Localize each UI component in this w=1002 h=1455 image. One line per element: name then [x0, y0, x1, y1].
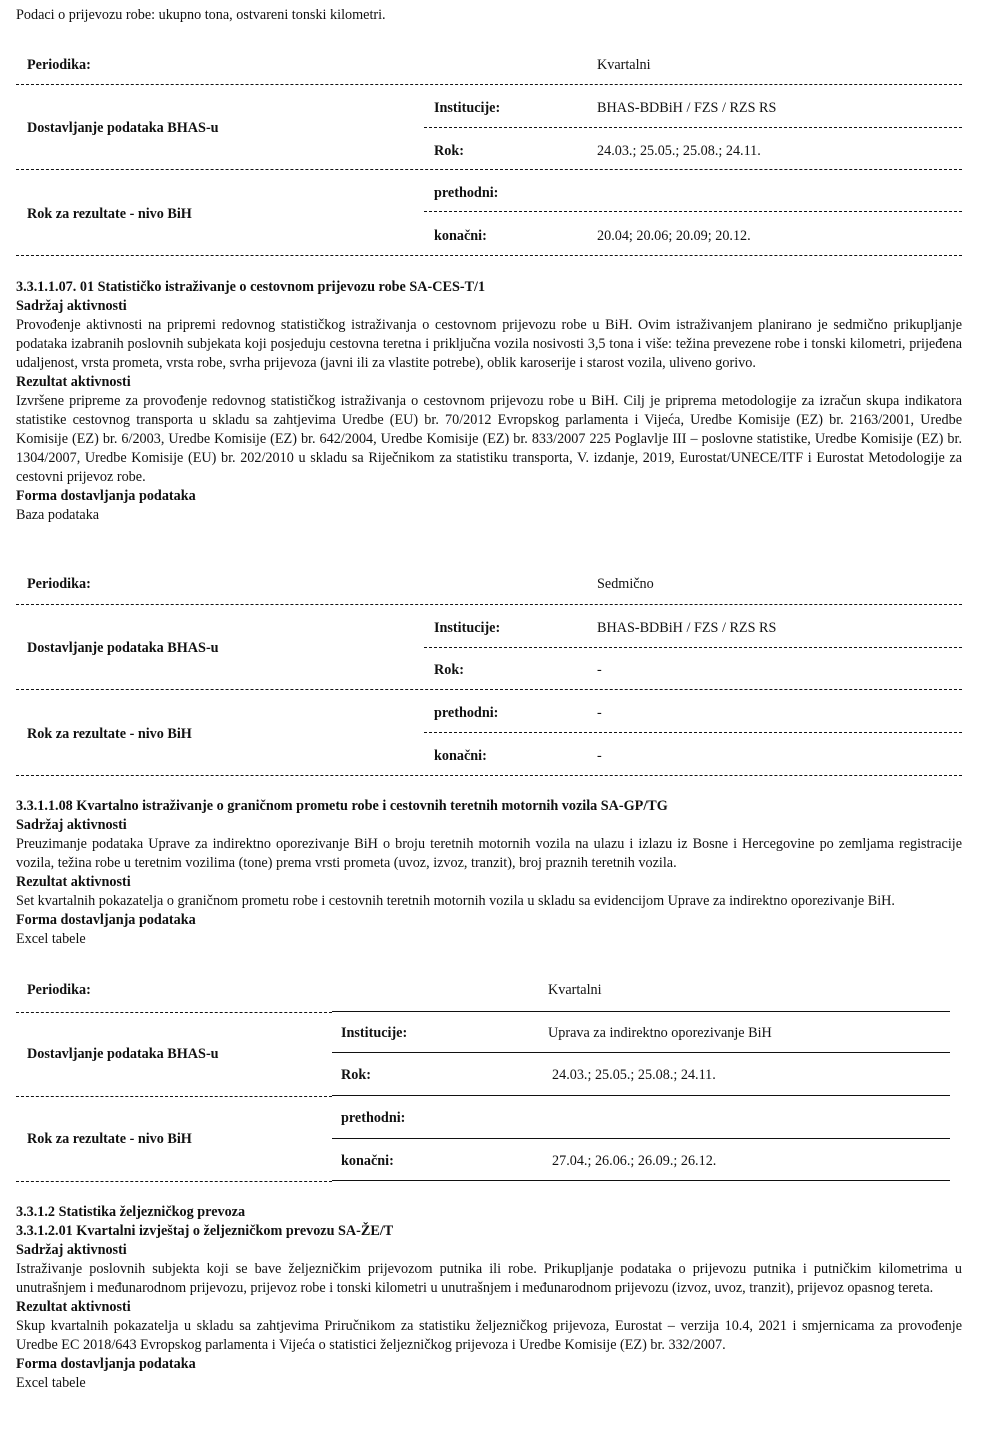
section-title: 3.3.1.1.08 Kvartalno istraživanje o graničnom prometu robe i cestovnih teretnih motornih vozila SA-GP/TG	[16, 798, 668, 814]
divider	[16, 169, 962, 170]
institucije-label: Institucije:	[434, 620, 501, 636]
dostavljanje-label: Dostavljanje podataka BHAS-u	[27, 120, 219, 136]
rok-rezultate-label: Rok za rezultate - nivo BiH	[27, 206, 192, 222]
rok-label: Rok:	[434, 143, 464, 159]
periodika-label: Periodika:	[27, 576, 91, 592]
institucije-label: Institucije:	[341, 1025, 408, 1041]
prethodni-label: prethodni:	[434, 705, 499, 721]
section-title: 3.3.1.1.07. 01 Statističko istraživanje o cestovnom prijevozu robe SA-CES-T/1	[16, 279, 486, 295]
rok-label: Rok:	[341, 1067, 371, 1083]
rok-rezultate-label: Rok za rezultate - nivo BiH	[27, 1131, 192, 1147]
rok-rezultate-label: Rok za rezultate - nivo BiH	[27, 726, 192, 742]
institucije-value: BHAS-BDBiH / FZS / RZS RS	[597, 620, 777, 636]
sadrzaj-text: Preuzimanje podataka Uprave za indirektno oporezivanje BiH o broju teretnih motornih vozila na ulazu i izlazu iz Bosne i Hercegovine po zemljama registracije vozila, težina robe u teretnim vozilima (tone) prema vrsti prometa (uvoz, izvoz, tranzit), broj praznih teretnih vozila.	[16, 836, 962, 871]
periodika-label: Periodika:	[27, 57, 91, 73]
rezultat-text: Izvršene pripreme za provođenje redovnog statističkog istraživanja o cestovnom prijevozu robe u BiH. Cilj je priprema metodologije za izračun skupa indikatora statistike cestovnog transporta u skladu sa zahtjevima Uredbe (EU) br. 70/2012 Evropskog parlamenta i Vijeća, Uredbe Komisije (EZ) br. 2163/2001, Uredbe Komisije (EZ) br. 6/2003, Uredbe Komisije (EZ) br. 642/2004, Uredbe Komisije (EZ) br. 833/2007 225 Poglavlje III – poslovne statistike, Uredbe Komisije (EZ) br. 1304/2007, Uredbe Komisije (EU) br. 202/2010 u skladu sa Riječnikom za statistiku transporta, V. izdanje, 2019, Eurostat/UNECE/ITF i Eurostat Metodologije za cestovni prijevoz robe.	[16, 393, 962, 485]
konacni-value: 27.04.; 26.06.; 26.09.; 26.12.	[552, 1153, 717, 1169]
divider	[332, 1095, 950, 1096]
konacni-label: konačni:	[434, 228, 487, 244]
divider	[16, 775, 962, 776]
divider	[332, 1052, 950, 1053]
konacni-value: -	[597, 748, 602, 764]
divider	[332, 1180, 950, 1181]
section-title: 3.3.1.2.01 Kvartalni izvještaj o željezničkom prevozu SA-ŽE/T	[16, 1223, 394, 1239]
intro-text: Podaci o prijevozu robe: ukupno tona, ostvareni tonski kilometri.	[16, 7, 386, 23]
divider	[16, 84, 962, 85]
prethodni-value: -	[597, 705, 602, 721]
divider	[16, 1096, 332, 1097]
rok-value: 24.03.; 25.05.; 25.08.; 24.11.	[552, 1067, 716, 1083]
section-3	[16, 1203, 962, 1393]
institucije-value: Uprava za indirektno oporezivanje BiH	[548, 1025, 772, 1041]
prethodni-label: prethodni:	[434, 185, 499, 201]
sadrzaj-heading: Sadržaj aktivnosti	[16, 817, 127, 833]
section-1	[16, 278, 962, 525]
divider	[424, 127, 962, 128]
rezultat-heading: Rezultat aktivnosti	[16, 1299, 131, 1315]
konacni-label: konačni:	[341, 1153, 394, 1169]
forma-heading: Forma dostavljanja podataka	[16, 1356, 196, 1372]
dostavljanje-label: Dostavljanje podataka BHAS-u	[27, 1046, 219, 1062]
divider	[424, 647, 962, 648]
divider	[424, 211, 962, 212]
divider	[332, 1011, 950, 1012]
periodika-label: Periodika:	[27, 982, 91, 998]
divider	[332, 1138, 950, 1139]
konacni-label: konačni:	[434, 748, 487, 764]
divider	[424, 732, 962, 733]
divider	[16, 689, 962, 690]
divider	[16, 1181, 332, 1182]
dostavljanje-label: Dostavljanje podataka BHAS-u	[27, 640, 219, 656]
forma-text: Excel tabele	[16, 1375, 86, 1391]
divider	[16, 255, 962, 256]
rok-label: Rok:	[434, 662, 464, 678]
periodika-value: Kvartalni	[597, 57, 651, 73]
section-2	[16, 797, 962, 949]
forma-text: Baza podataka	[16, 507, 100, 523]
forma-heading: Forma dostavljanja podataka	[16, 912, 196, 928]
sadrzaj-heading: Sadržaj aktivnosti	[16, 298, 127, 314]
rezultat-text: Skup kvartalnih pokazatelja u skladu sa zahtjevima Priručnikom za statistiku željezničkog prijevoza, Eurostat – verzija 10.4, 2021 i smjernicama za provođenje Uredbe EC 2018/643 Evropskog parlamenta i Vijeća o statistici željezničkog prijevoza i Uredbe Komisije (EZ) br. 332/2007.	[16, 1318, 962, 1353]
rezultat-heading: Rezultat aktivnosti	[16, 374, 131, 390]
prethodni-label: prethodni:	[341, 1110, 406, 1126]
sadrzaj-heading: Sadržaj aktivnosti	[16, 1242, 127, 1258]
institucije-value: BHAS-BDBiH / FZS / RZS RS	[597, 100, 777, 116]
institucije-label: Institucije:	[434, 100, 501, 116]
divider	[16, 604, 962, 605]
section-heading: 3.3.1.2 Statistika željezničkog prevoza	[16, 1204, 246, 1220]
divider	[16, 1012, 332, 1013]
periodika-value: Kvartalni	[548, 982, 602, 998]
periodika-value: Sedmično	[597, 576, 654, 592]
forma-text: Excel tabele	[16, 931, 86, 947]
konacni-value: 20.04; 20.06; 20.09; 20.12.	[597, 228, 751, 244]
rok-value: 24.03.; 25.05.; 25.08.; 24.11.	[597, 143, 761, 159]
forma-heading: Forma dostavljanja podataka	[16, 488, 196, 504]
rezultat-heading: Rezultat aktivnosti	[16, 874, 131, 890]
sadrzaj-text: Istraživanje poslovnih subjekta koji se bave željezničkim prijevozom putnika ili robe. Prikupljanje podataka o prijevozu putnika i putničkim kilometrima u unutrašnjem i međunarodnom prijevozu, prijevoz robe i tonski kilometri u unutrašnjem i međunarodnom prijevozu (izvoz, uvoz, tranzit), prijevoz opasnog tereta.	[16, 1261, 962, 1296]
rezultat-text: Set kvartalnih pokazatelja o graničnom prometu robe i cestovnih teretnih motornih vozila u skladu sa evidencijom Uprave za indirektno oporezivanje BiH.	[16, 893, 895, 909]
rok-value: -	[597, 662, 602, 678]
sadrzaj-text: Provođenje aktivnosti na pripremi redovnog statističkog istraživanja o cestovnom prijevozu robe u BiH. Ovim istraživanjem planirano je sedmično prikupljanje podataka izabranih poslovnih subjekata koji posjeduju cestovna teretna i priključna vozila nosivosti 3,5 tona i više: težina prevezene robe i tonski kilometri, prijeđena udaljenost, vrsta prometa, vrsta robe, svrha prijevoza (javni ili za vlastite potrebe), oblik karoserije i starost vozila, uliveno gorivo.	[16, 317, 962, 371]
